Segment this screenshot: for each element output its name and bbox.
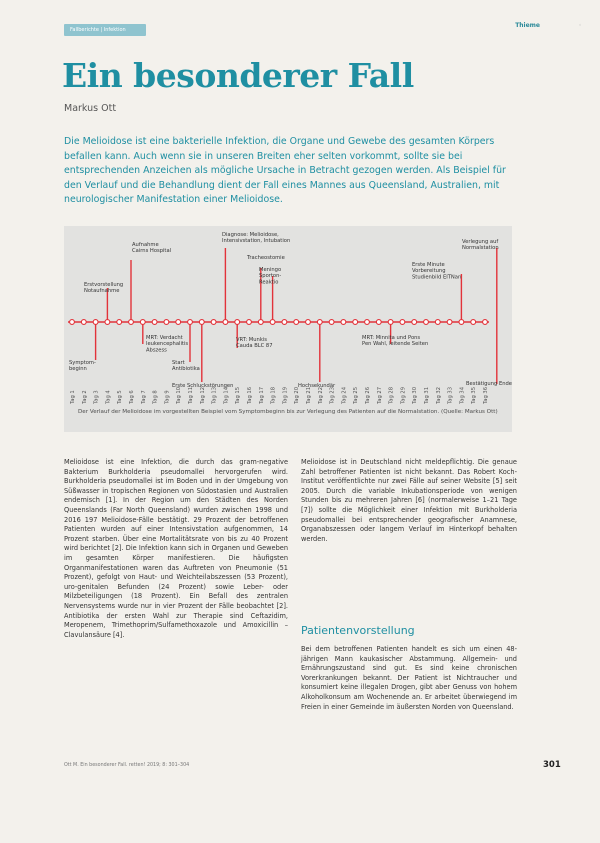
day-marker [258,320,263,325]
day-marker [152,320,157,325]
event-label-above: Tracheostomie [247,255,285,261]
day-tick-label: Tag 22 [317,386,324,404]
day-tick-label: Tag 1 [70,390,76,404]
day-tick-label: Tag 28 [388,386,395,404]
body-column-right-2: Bei dem betroffenen Patienten handelt es sich um einen 48-jährigen Mann kaukasischer Abstammung. Allgemein- und Ernährungszustand sind gut. Es sind keine chronischen Vorerkrankungen bekannt. Der Patient ist Nichtraucher und konsumiert keine illegalen Drogen, gibt aber Genuss von hohem Alkoholkonsum am Wochenende an. Er arbeitet überwiegend im Freien in einer Gemeinde im äußersten Norden von Queensland. [301,645,517,711]
event-label-above: Diagnose: Melioidose, Intensivstation, Intubation [222,232,291,245]
event-label-below: Symptom-beginn [69,360,96,373]
day-marker [376,320,381,325]
day-marker [117,320,122,325]
body-column-left: Melioidose ist eine Infektion, die durch das gram-negative Bakterium Burkholderia pseudomallei hervorgerufen wird. Burkholderia pseudomallei ist im Boden und in der Umgebung von Süßwasser in tropischen Regionen von Südostasien und Australien endemisch [1]. In der Region um den Städten des Norden Queenslands (Far North Queensland) wurden zwischen 1998 und 2016 197 Melioidose-Fälle bestätigt. 29 Prozent der betroffenen Patienten wurden auf einer Intensivstation aufgenommen, 14 Prozent starben. Über eine Mortalitätsrate von bis zu 40 Prozent wird berichtet [2]. Die Infektion kann sich in Organen und Geweben im gesamten Körper manifestieren. Die häufigsten Organmanifestationen waren das Auftreten von Pneumonie (51 Prozent), gefolgt von Haut- und Weichteilabszessen (53 Prozent), uro-genitalen Befunden (24 Prozent) sowie Leber- oder Milzbeteiligungen (18 Prozent). Ein Befall des zentralen Nervensystems wurde nur in vier Prozent der Fälle beobachtet [2]. Antibiotika der ersten Wahl zur Therapie sind Ceftazidim, Meropenem, Trimethoprim/Sulfamethoxazole und Amoxicillin – Clavulansäure [4]. [64,458,288,639]
publisher-logo: Thieme [515,22,540,29]
day-marker [164,320,169,325]
day-tick-label: Tag 25 [353,386,360,404]
day-marker [70,320,75,325]
day-marker [235,320,240,325]
day-marker [471,320,476,325]
day-tick-label: Tag 21 [306,386,312,404]
day-marker [199,320,204,325]
day-tick-label: Tag 2 [81,390,88,404]
day-tick-label: Tag 9 [164,390,171,404]
article-title: Ein besonderer Fall [62,56,414,95]
day-marker [282,320,287,325]
day-tick-label: Tag 34 [459,386,466,404]
day-marker [93,320,98,325]
event-label-below: Bestätigung Ende [466,381,512,387]
day-marker [188,320,193,325]
event-label-above: Meningo Sporton-Reaktio [259,267,282,286]
event-label-above: Aufnahme Cairns Hospital [132,242,172,255]
day-marker [317,320,322,325]
page-number: 301 [543,760,561,770]
figure-caption: Der Verlauf der Melioidose im vorgestellten Beispiel vom Symptombeginn bis zur Verlegung des Patienten auf die Normalstation. (Quelle: Markus Ott) [78,409,498,415]
event-label-below: VRT: Munkis Cauda BLC 87 [236,337,273,350]
day-marker [140,320,145,325]
corner-mark-icon: ◦ [578,22,582,29]
section-tag [64,24,146,36]
day-marker [294,320,299,325]
event-label-below: MRT: Minnita und Pons Pen Wahl, leitende Seiten [362,335,429,348]
day-tick-label: Tag 3 [93,390,100,404]
event-label-above: Erste Minute Vorbereitung Studienbild EITNan [412,262,462,281]
day-tick-label: Tag 12 [199,386,206,404]
day-tick-label: Tag 17 [258,386,265,404]
day-tick-label: Tag 19 [282,386,289,404]
day-tick-label: Tag 4 [105,390,112,404]
event-label-above: Verlegung auf Normalstation [462,239,499,252]
day-tick-label: Tag 10 [176,386,183,404]
day-tick-label: Tag 8 [152,390,159,404]
day-tick-label: Tag 18 [270,386,277,404]
day-marker [412,320,417,325]
day-marker [223,320,228,325]
day-marker [483,320,488,325]
day-tick-label: Tag 35 [471,386,478,404]
timeline-svg [64,226,512,432]
section-tag-label: Fallberichte | Infektion [70,27,126,33]
day-tick-label: Tag 5 [117,390,124,404]
day-marker [459,320,464,325]
day-marker [329,320,334,325]
day-tick-label: Tag 15 [235,386,242,404]
day-tick-label: Tag 26 [365,386,371,404]
day-marker [81,320,86,325]
day-marker [435,320,440,325]
day-marker [270,320,275,325]
event-label-above: Erstvorstellung Notaufnahme [84,282,124,295]
day-tick-label: Tag 13 [211,386,218,404]
day-tick-label: Tag 32 [435,386,442,404]
day-marker [176,320,181,325]
day-tick-label: Tag 20 [294,386,301,404]
day-marker [400,320,405,325]
day-tick-label: Tag 6 [129,390,135,404]
day-tick-label: Tag 24 [341,386,348,404]
event-label-below: Erste Schluckstörungen [172,383,234,389]
day-marker [129,320,134,325]
day-tick-label: Tag 36 [483,386,489,404]
day-tick-label: Tag 30 [412,386,419,404]
day-marker [447,320,452,325]
event-label-below: Start Antibiotika [172,360,200,373]
day-marker [247,320,252,325]
day-tick-label: Tag 29 [400,386,407,404]
day-tick-label: Tag 33 [447,386,454,404]
day-marker [424,320,429,325]
day-tick-label: Tag 14 [223,386,230,404]
day-tick-label: Tag 7 [140,390,147,404]
body-column-right: Melioidose ist in Deutschland nicht meldepflichtig. Die genaue Zahl betroffener Patienten ist nicht bekannt. Das Robert Koch-Institut veröffentlichte nur zwei Fälle auf seiner Website [5] seit 2005. Durch die variable Inkubationsperiode von wenigen Stunden bis zu mehreren Jahren [6] (normalerweise 1–21 Tage [7]) sollte die Möglichkeit einer Infektion mit Burkholderia pseudomallei bei entsprechender geografischer Anamnese, Organabszessen oder langem Verlauf im Hinterkopf behalten werden. [301,458,517,543]
day-marker [341,320,346,325]
footer-citation: Ott M. Ein besonderer Fall. retten! 2019; 8: 301–304 [64,763,190,768]
day-tick-label: Tag 23 [329,386,336,404]
day-marker [306,320,311,325]
day-tick-label: Tag 11 [188,386,194,404]
day-marker [353,320,358,325]
event-label-below: Hochsekundär [298,383,336,389]
section-heading: Patientenvorstellung [301,624,415,637]
day-marker [365,320,370,325]
day-marker [211,320,216,325]
day-tick-label: Tag 16 [247,386,253,404]
day-marker [388,320,393,325]
day-tick-label: Tag 31 [424,386,430,404]
timeline-figure [64,226,512,432]
event-label-below: MRT: Verdacht leukencephalitis Abszess [146,335,189,354]
article-lead: Die Melioidose ist eine bakterielle Infektion, die Organe und Gewebe des gesamten Körpers befallen kann. Auch wenn sie in unseren Breiten eher selten vorkommt, sollte sie bei entsprechenden Anzeichen als mögliche Ursache in Betracht gezogen werden. Als Beispiel für den Verlauf und die Behandlung dient der Fall eines Mannes aus Queensland, Australien, mit neurologischer Manifestation einer Melioidose. [64,136,506,205]
day-marker [105,320,110,325]
day-tick-label: Tag 27 [376,386,383,404]
article-author: Markus Ott [64,103,117,114]
